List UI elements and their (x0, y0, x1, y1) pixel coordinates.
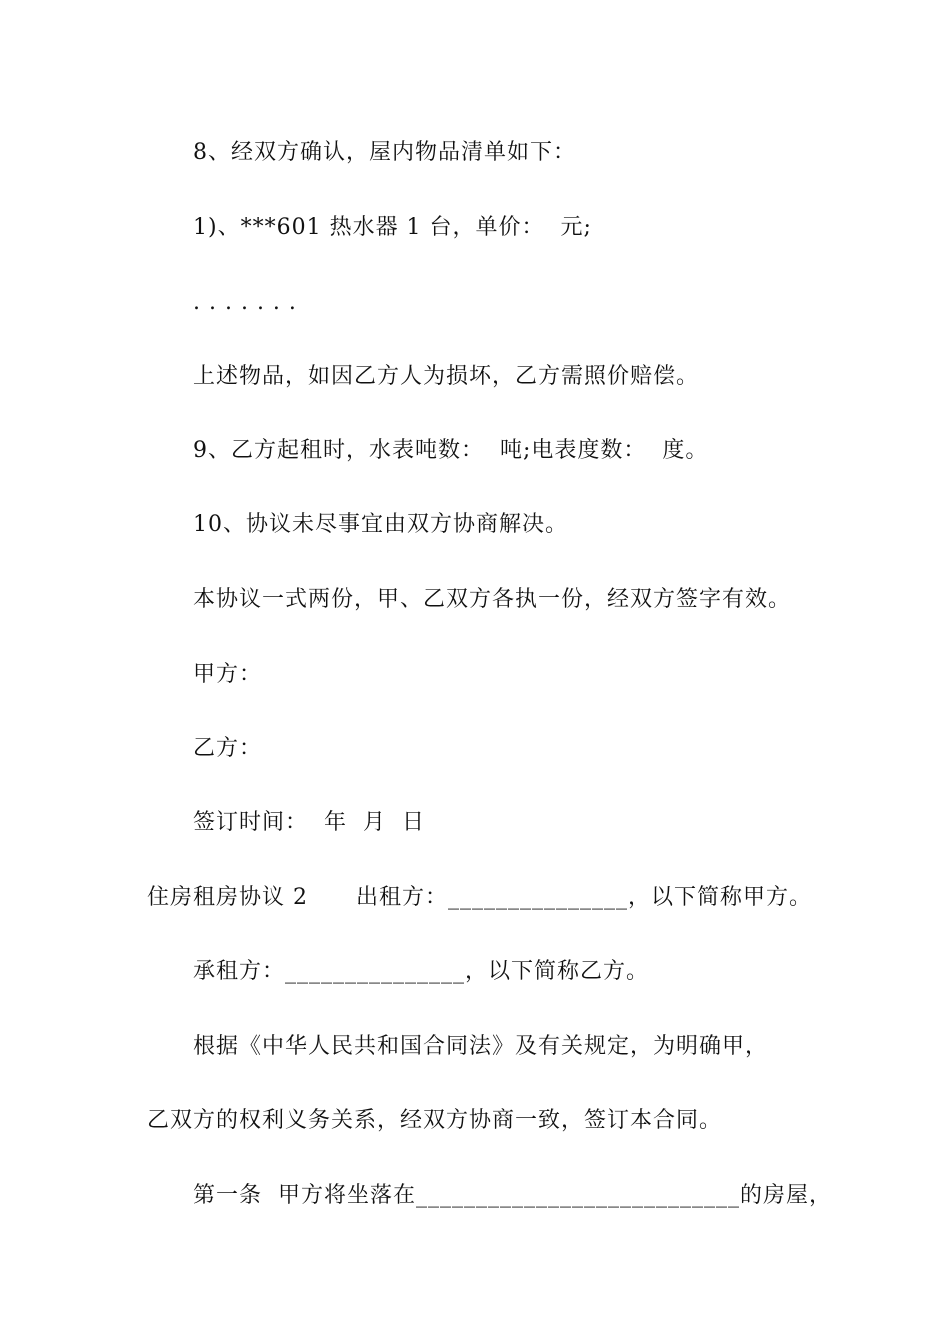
paragraph-lessee: 承租方：_______________，以下简称乙方。 (193, 959, 650, 984)
signature-party-b: 乙方： (193, 736, 263, 761)
paragraph-legal-basis-continued: 乙双方的权利义务关系，经双方协商一致，签订本合同。 (147, 1108, 723, 1133)
paragraph-item-8-inventory: 8、经双方确认，屋内物品清单如下： (193, 140, 576, 165)
paragraph-water-heater-item: 1)、***601 热水器 1 台，单价： 元; (193, 215, 592, 240)
agreement-2-heading-lessor: 住房租房协议 2 出租方：_______________，以下简称甲方。 (147, 885, 812, 910)
paragraph-ellipsis: . . . . . . . (193, 290, 297, 315)
signature-party-a: 甲方： (193, 662, 263, 687)
paragraph-legal-basis: 根据《中华人民共和国合同法》及有关规定，为明确甲， (193, 1034, 769, 1059)
paragraph-damage-compensation: 上述物品，如因乙方人为损坏，乙方需照价赔偿。 (193, 364, 700, 389)
paragraph-copies-clause: 本协议一式两份，甲、乙双方各执一份，经双方签字有效。 (193, 587, 792, 612)
signing-date: 签订时间： 年 月 日 (193, 810, 425, 835)
paragraph-item-10-negotiation: 10、协议未尽事宜由双方协商解决。 (193, 512, 568, 537)
article-one-property-location: 第一条 甲方将坐落在___________________________的房屋， (193, 1183, 832, 1208)
paragraph-item-9-meter-readings: 9、乙方起租时，水表吨数： 吨;电表度数： 度。 (193, 438, 709, 463)
